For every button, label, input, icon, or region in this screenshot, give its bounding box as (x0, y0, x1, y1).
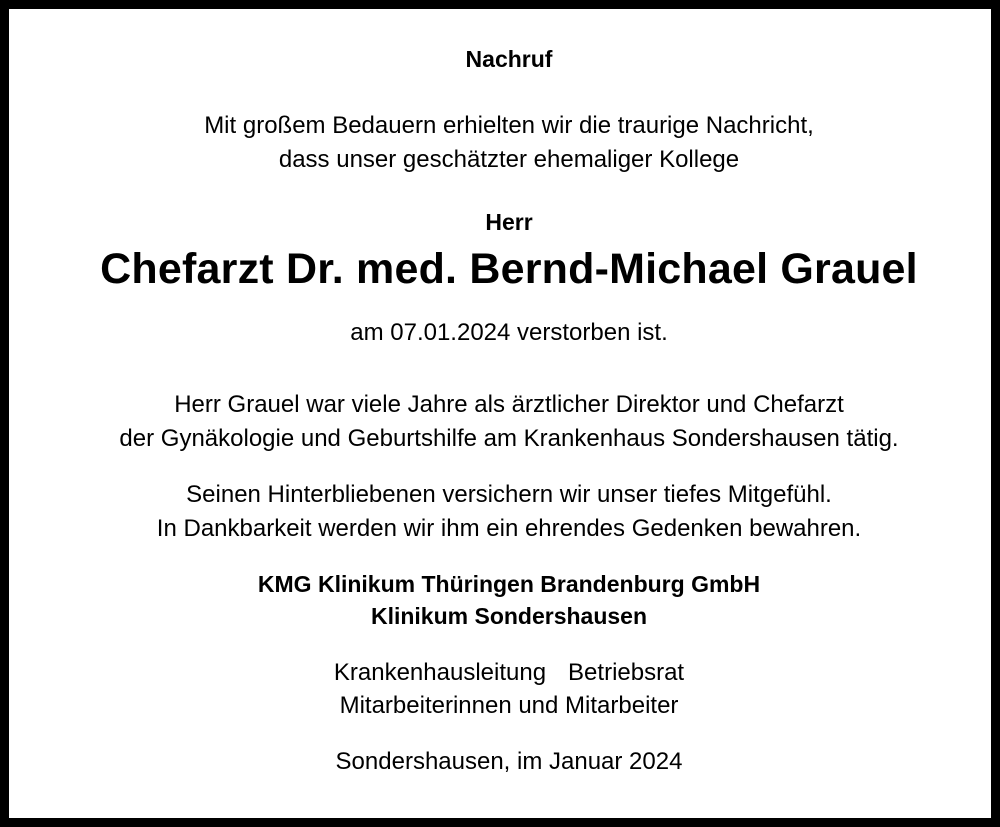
notice-title: Nachruf (465, 46, 553, 72)
organization-site: Klinikum Sondershausen (370, 603, 648, 629)
organization-name: KMG Klinikum Thüringen Brandenburg GmbH (257, 571, 761, 597)
signers-line (9, 659, 1000, 687)
salutation: Herr (485, 209, 533, 235)
signer-works-council: Betriebsrat (568, 659, 685, 686)
biography-line-1: Herr Grauel war viele Jahre als ärztlicher Direktor und Chefarzt (174, 391, 844, 418)
deceased-name: Chefarzt Dr. med. Bernd-Michael Grauel (100, 245, 918, 293)
condolence-line-1: Seinen Hinterbliebenen versichern wir unser tiefes Mitgefühl. (186, 481, 832, 508)
place-and-date: Sondershausen, im Januar 2024 (335, 748, 683, 775)
signer-management: Krankenhausleitung (333, 659, 547, 686)
signer-staff: Mitarbeiterinnen und Mitarbeiter (339, 692, 679, 719)
biography-line-2: der Gynäkologie und Geburtshilfe am Krankenhaus Sondershausen tätig. (119, 425, 899, 452)
death-date-line: am 07.01.2024 verstorben ist. (350, 319, 668, 346)
intro-line-1: Mit großem Bedauern erhielten wir die traurige Nachricht, (204, 112, 814, 139)
intro-line-2: dass unser geschätzter ehemaliger Kollege (278, 146, 740, 173)
condolence-line-2: In Dankbarkeit werden wir ihm ein ehrendes Gedenken bewahren. (156, 515, 862, 542)
